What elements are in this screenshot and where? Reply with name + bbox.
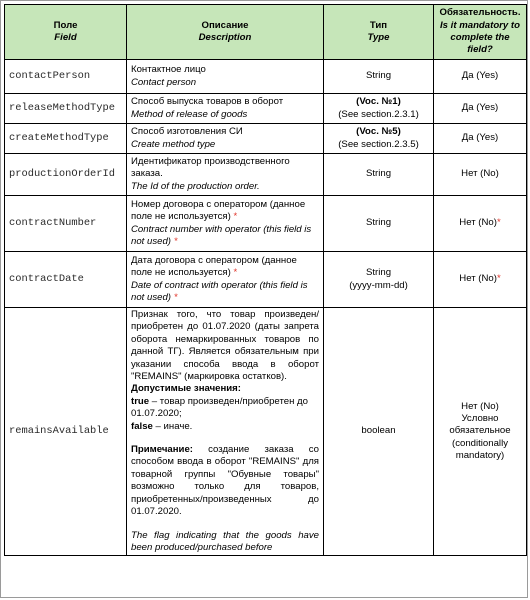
desc-ru-line (131, 199, 319, 224)
field-name: productionOrderId (5, 154, 127, 196)
table-header-row (5, 5, 527, 60)
desc-ru: Дата договора с оператором (данное поле не используется) (131, 254, 297, 279)
type-section-ref: (See section.2.3.1) (338, 108, 419, 120)
note-label: Примечание: (131, 444, 193, 456)
table-row (5, 60, 527, 94)
header-req-en: Is it mandatory to complete the field? (440, 19, 520, 56)
field-type: String (324, 196, 434, 252)
table-row (5, 196, 527, 252)
field-type: String (324, 154, 434, 196)
value-text: – иначе. (152, 420, 193, 432)
desc-ru: Способ изготовления СИ (131, 126, 243, 138)
desc-ru: Идентификатор производственного заказа. (131, 155, 290, 180)
table-row (5, 124, 527, 154)
spacer (131, 519, 319, 530)
value-key: false (131, 420, 153, 432)
header-type-en: Type (367, 32, 390, 43)
note-text: создание заказа со способом ввода в оборот "REMAINS" для товарной группы "Обувные товары" возможно только для товаров, приобретенных/произведенных до 01.07.2020. (131, 444, 319, 518)
req-value: Нет (No) (461, 400, 499, 412)
header-field-ru: Поле (53, 19, 78, 31)
desc-ru: Контактное лицо (131, 64, 206, 76)
type-vocabulary: (Voc. №1) (356, 96, 401, 108)
req-condition-en: (conditionally mandatory) (452, 437, 508, 462)
header-field-en: Field (54, 32, 77, 43)
desc-ru: Номер договора с оператором (данное поле не используется) (131, 198, 306, 223)
field-description (127, 196, 324, 252)
header-type-ru: Тип (369, 19, 388, 31)
type-vocabulary: (Voc. №5) (356, 126, 401, 138)
value-key: true (131, 395, 150, 407)
note-paragraph (131, 444, 319, 518)
field-type: boolean (324, 308, 434, 556)
desc-ru: Способ выпуска товаров в оборот (131, 96, 284, 108)
spec-table (4, 4, 527, 556)
asterisk-mark: * (233, 211, 238, 223)
desc-en-line (131, 224, 319, 249)
field-name: remainsAvailable (5, 308, 127, 556)
asterisk-mark: * (496, 217, 501, 229)
field-required: Да (Yes) (434, 94, 527, 124)
type-value: String (365, 267, 392, 279)
table-row (5, 94, 527, 124)
req-condition: Условно обязательное (449, 413, 511, 437)
field-name: contactPerson (5, 60, 127, 94)
asterisk-mark: * (173, 235, 178, 247)
desc-ru-line (131, 255, 319, 280)
field-type (324, 94, 434, 124)
field-required (434, 308, 527, 556)
field-required (434, 252, 527, 308)
field-description (127, 124, 324, 154)
req-value: Нет (No) (459, 273, 497, 285)
field-description (127, 60, 324, 94)
field-description (127, 94, 324, 124)
asterisk-mark: * (496, 273, 501, 285)
header-req-ru: Обязательность. (439, 7, 521, 19)
header-desc-ru: Описание (201, 19, 249, 31)
desc-en: Contact person (131, 76, 197, 88)
table-row (5, 252, 527, 308)
desc-en: Create method type (131, 138, 216, 150)
header-description (127, 5, 324, 60)
type-format: (yyyy-mm-dd) (349, 279, 408, 291)
header-field (5, 5, 127, 60)
allowed-false (131, 421, 319, 433)
field-required (434, 196, 527, 252)
field-name: contractDate (5, 252, 127, 308)
field-required: Нет (No) (434, 154, 527, 196)
field-required: Да (Yes) (434, 124, 527, 154)
desc-paragraph: Признак того, что товар произведен/приобретен до 01.07.2020 (даты запрета оборота немаркированных товаров по данной ТГ). Является обязательным при указании способа ввода в оборот "REMAINS" (маркировка остатков). (131, 309, 319, 383)
field-description (127, 154, 324, 196)
field-name: createMethodType (5, 124, 127, 154)
desc-en: The Id of the production order. (131, 180, 260, 192)
asterisk-mark: * (173, 291, 178, 303)
type-section-ref: (See section.2.3.5) (338, 138, 419, 150)
field-description (127, 308, 324, 556)
desc-en-line (131, 280, 319, 305)
desc-en: Contract number with operator (this field is not used) (131, 223, 312, 247)
spacer (131, 433, 319, 444)
field-description (127, 252, 324, 308)
field-type: String (324, 60, 434, 94)
header-type (324, 5, 434, 60)
header-required (434, 5, 527, 60)
allowed-true (131, 396, 319, 421)
field-type (324, 252, 434, 308)
field-name: contractNumber (5, 196, 127, 252)
table-row (5, 308, 527, 556)
desc-en: Method of release of goods (131, 108, 248, 120)
allowed-values-label: Допустимые значения: (131, 383, 241, 395)
desc-en: The flag indicating that the goods have been produced/purchased before (131, 529, 319, 553)
value-text: – товар произведен/приобретен до 01.07.2020; (131, 395, 308, 420)
desc-en: Date of contract with operator (this field is not used) (131, 279, 308, 303)
table-row (5, 154, 527, 196)
field-type (324, 124, 434, 154)
field-name: releaseMethodType (5, 94, 127, 124)
asterisk-mark: * (233, 267, 238, 279)
header-desc-en: Description (198, 32, 252, 43)
field-required: Да (Yes) (434, 60, 527, 94)
req-value: Нет (No) (459, 217, 497, 229)
